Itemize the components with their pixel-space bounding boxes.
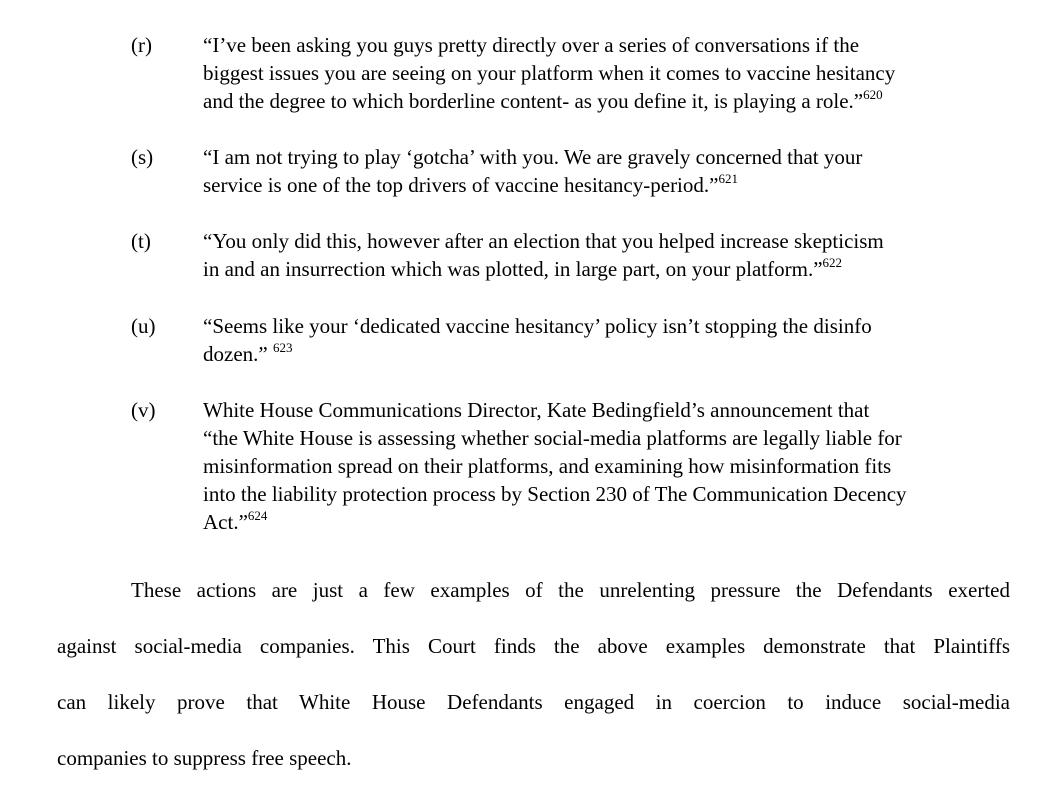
footnote-marker[interactable]: 623: [272, 340, 293, 355]
quote-line: White House Communications Director, Kate Bedingfield’s announcement that: [203, 398, 870, 422]
item-label: (v): [131, 398, 156, 422]
footnote-marker[interactable]: 621: [718, 171, 738, 186]
quote-line: “I’ve been asking you guys pretty directly over a series of conversations if the: [203, 33, 860, 57]
quote-line: “the White House is assessing whether social-media platforms are legally liable for: [203, 426, 902, 450]
quote-line: “You only did this, however after an election that you helped increase skepticism: [203, 229, 884, 253]
quote-line-last: [203, 171, 1013, 199]
quote-line: into the liability protection process by Section 230 of The Communication Decency: [203, 482, 907, 506]
paragraph-line: These actions are just a few examples of the unrelenting pressure the Defendants exerted: [131, 578, 1010, 602]
item-quote: [203, 227, 1013, 283]
item-label: (r): [131, 33, 152, 57]
paragraph-line: companies to suppress free speech.: [57, 746, 352, 770]
item-quote: [203, 396, 1013, 536]
quote-line: “I am not trying to play ‘gotcha’ with you. We are gravely concerned that your: [203, 145, 863, 169]
quote-line-text: and the degree to which borderline content- as you define it, is playing a role.”: [203, 89, 864, 113]
quote-line: misinformation spread on their platforms, and examining how misinformation fits: [203, 454, 892, 478]
item-quote: [203, 31, 1013, 115]
quote-line-text: in and an insurrection which was plotted, in large part, on your platform.”: [203, 257, 823, 281]
paragraph-line: against social-media companies. This Court finds the above examples demonstrate that Plaintiffs: [57, 634, 1010, 658]
quote-line-text: Act.”: [203, 510, 248, 534]
quote-line-text: dozen.”: [203, 342, 273, 366]
quote-line: “Seems like your ‘dedicated vaccine hesitancy’ policy isn’t stopping the disinfo: [203, 314, 872, 338]
quote-line-last: [203, 508, 1013, 536]
footnote-marker[interactable]: 624: [247, 508, 268, 523]
item-quote: [203, 143, 1013, 199]
item-label: (u): [131, 314, 156, 338]
item-label: (t): [131, 229, 151, 253]
paragraph-line: can likely prove that White House Defendants engaged in coercion to induce social-media: [57, 690, 1010, 714]
quote-line-last: [203, 255, 1013, 283]
item-quote: [203, 312, 1013, 368]
quote-line-last: [203, 87, 1013, 115]
quote-line-last: [203, 340, 1013, 368]
footnote-marker[interactable]: 620: [863, 87, 883, 102]
footnote-marker[interactable]: 622: [822, 255, 843, 270]
quote-line: biggest issues you are seeing on your platform when it comes to vaccine hesitancy: [203, 61, 896, 85]
body-paragraph: [57, 562, 1010, 786]
item-label: (s): [131, 145, 154, 169]
quote-line-text: service is one of the top drivers of vaccine hesitancy-period.”: [203, 173, 719, 197]
